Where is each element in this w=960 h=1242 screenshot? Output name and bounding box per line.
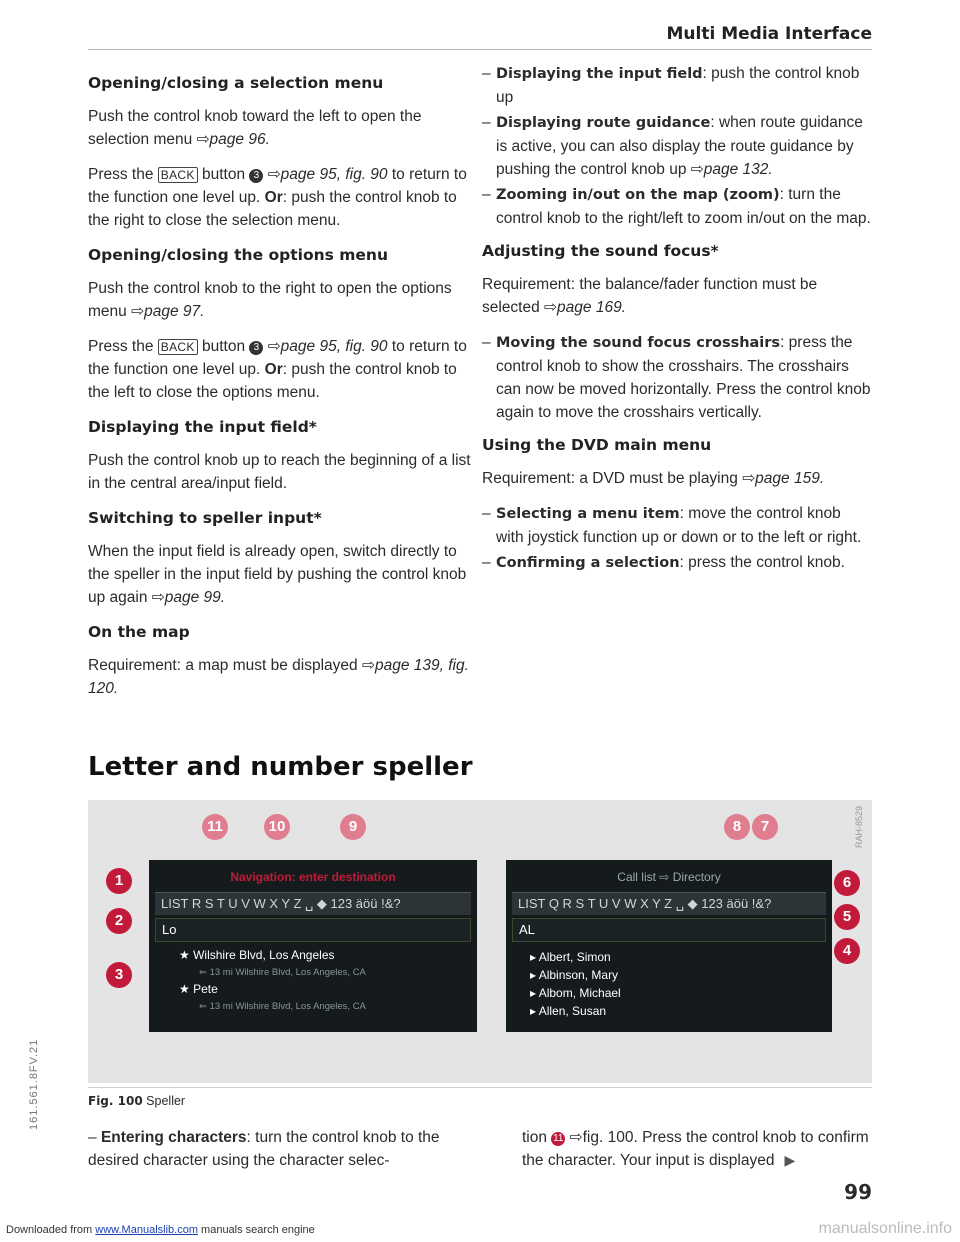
entering-characters-item: – Entering characters: turn the control knob to the desired character using the character selec-	[88, 1129, 440, 1169]
list-item: – Displaying the input field: push the control knob up	[482, 62, 872, 109]
speller-input-field: AL	[512, 918, 826, 942]
speller-screen-directory	[506, 860, 832, 1032]
speller-screen-navigation	[149, 860, 477, 1032]
figure-ref-code: RAH-8529	[854, 806, 864, 849]
screen-title: Call list ⇨ Directory	[617, 870, 721, 884]
para-dvd-menu: Requirement: a DVD must be playing ⇨page 159.	[482, 470, 825, 487]
page-ref[interactable]: ⇨page 132.	[690, 161, 773, 178]
page-ref[interactable]: ⇨page 169.	[544, 299, 626, 316]
list-item: ▸ Albinson, Mary	[530, 968, 619, 982]
sound-focus-list	[482, 331, 872, 424]
speller-figure	[88, 800, 872, 1083]
page-ref[interactable]: ⇨page 99.	[151, 589, 226, 606]
para-options-back: Press the BACK button 3 ⇨page 95, fig. 90 to return to the function one level up. Or: push the control knob to the left to close the options menu.	[88, 338, 467, 401]
para-options-open: Push the control knob to the right to open the options menu ⇨page 97.	[88, 280, 452, 320]
dvd-actions-list	[482, 502, 872, 575]
list-item: ▸ Albom, Michael	[530, 986, 621, 1000]
right-column	[482, 62, 872, 585]
character-selection-bar: LIST Q R S T U V W X Y Z ␣ ◆ 123 äöü !&?	[512, 892, 826, 915]
list-item: ★ Wilshire Blvd, Los Angeles	[179, 948, 335, 962]
continue-arrow-icon: ▶	[784, 1152, 796, 1168]
callout-number-icon: 11	[553, 1133, 564, 1144]
callout-9: 9	[340, 814, 366, 840]
page-ref[interactable]: ⇨page 95, fig. 90	[263, 166, 388, 183]
download-source-note: Downloaded from www.Manualslib.com manuals search engine	[6, 1224, 315, 1236]
heading-speller-input: Switching to speller input*	[88, 509, 322, 527]
callout-2: 2	[106, 908, 132, 934]
page-ref[interactable]: ⇨page 159.	[742, 470, 825, 487]
watermark: manualsonline.info	[818, 1220, 952, 1237]
page-ref[interactable]: ⇨page 95, fig. 90	[263, 338, 388, 355]
para-selection-open: Push the control knob toward the left to open the selection menu ⇨page 96.	[88, 108, 422, 148]
callout-3: 3	[106, 962, 132, 988]
list-item: ▸ Allen, Susan	[530, 1004, 607, 1018]
callout-number-icon: 3	[249, 169, 263, 183]
callout-8: 8	[724, 814, 750, 840]
running-header-title: Multi Media Interface	[666, 24, 872, 44]
section-title: Letter and number speller	[88, 752, 473, 782]
page-ref[interactable]: ⇨page 139, fig. 120.	[88, 657, 469, 697]
callout-6: 6	[834, 870, 860, 896]
heading-options-menu: Opening/closing the options menu	[88, 246, 388, 264]
figure-caption-text: Speller	[146, 1094, 186, 1108]
map-actions-list	[482, 62, 872, 230]
figure-caption	[88, 1087, 872, 1108]
para-speller-input: When the input field is already open, switch directly to the speller in the input field by pushing the control knob up again ⇨page 99.	[88, 543, 467, 606]
character-selection-bar: LIST R S T U V W X Y Z ␣ ◆ 123 äöü !&?	[155, 892, 471, 915]
list-item: – Displaying route guidance: when route guidance is active, you can also display the route guidance by pushing the control knob up ⇨page 132.	[482, 111, 872, 181]
para-selection-back: Press the BACK button 3 ⇨page 95, fig. 90 to return to the function one level up. Or: push the control knob to the right to close the selection menu.	[88, 166, 467, 229]
document-code: 161.561.8FV.21	[28, 1038, 40, 1130]
header-rule	[88, 49, 872, 50]
heading-selection-menu: Opening/closing a selection menu	[88, 74, 384, 92]
left-column	[88, 62, 478, 712]
para-sound-focus: Requirement: the balance/fader function must be selected ⇨page 169.	[482, 276, 818, 316]
screen-title: Navigation: enter destination	[230, 870, 396, 884]
list-item: ★ Pete	[179, 982, 218, 996]
page-ref[interactable]: ⇨page 96.	[196, 131, 270, 148]
manualslib-link[interactable]: www.Manualslib.com	[95, 1224, 198, 1236]
heading-on-the-map: On the map	[88, 623, 190, 641]
heading-sound-focus: Adjusting the sound focus*	[482, 242, 719, 260]
list-item: – Moving the sound focus crosshairs: press the control knob to show the crosshairs. The crosshairs can now be moved horizontally. Press the control knob again to move the crosshairs vertically.	[482, 331, 872, 424]
entering-characters-continued: tion 11 ⇨fig. 100. Press the control knob to confirm the character. Your input is displayed ▶	[522, 1129, 869, 1169]
back-key-label: BACK	[158, 339, 198, 355]
entering-characters-label: Entering characters	[100, 1129, 247, 1146]
callout-10: 10	[264, 814, 290, 840]
list-item-detail: ⇐ 13 mi Wilshire Blvd, Los Angeles, CA	[199, 967, 366, 978]
speller-input-field: Lo	[155, 918, 471, 942]
callout-1: 1	[106, 868, 132, 894]
callout-5: 5	[834, 904, 860, 930]
callout-number-icon: 3	[249, 341, 263, 355]
list-item: ▸ Albert, Simon	[530, 950, 611, 964]
page-number: 99	[844, 1180, 872, 1204]
callout-7: 7	[752, 814, 778, 840]
list-item: – Selecting a menu item: move the control knob with joystick function up or down or to the left or right.	[482, 502, 872, 549]
list-item: – Zooming in/out on the map (zoom): turn the control knob to the right/left to zoom in/out on the map.	[482, 183, 872, 230]
page-ref[interactable]: ⇨page 97.	[131, 303, 205, 320]
figure-label: Fig. 100	[88, 1094, 143, 1108]
figure-ref[interactable]: ⇨fig. 100.	[565, 1129, 638, 1146]
heading-dvd-menu: Using the DVD main menu	[482, 436, 712, 454]
para-input-field: Push the control knob up to reach the beginning of a list in the central area/input field.	[88, 452, 471, 492]
callout-4: 4	[834, 938, 860, 964]
list-item-detail: ⇐ 13 mi Wilshire Blvd, Los Angeles, CA	[199, 1001, 366, 1012]
list-item: – Confirming a selection: press the control knob.	[482, 551, 872, 575]
para-on-the-map: Requirement: a map must be displayed ⇨page 139, fig. 120.	[88, 657, 469, 697]
callout-11: 11	[202, 814, 228, 840]
heading-input-field: Displaying the input field*	[88, 418, 317, 436]
back-key-label: BACK	[158, 167, 198, 183]
